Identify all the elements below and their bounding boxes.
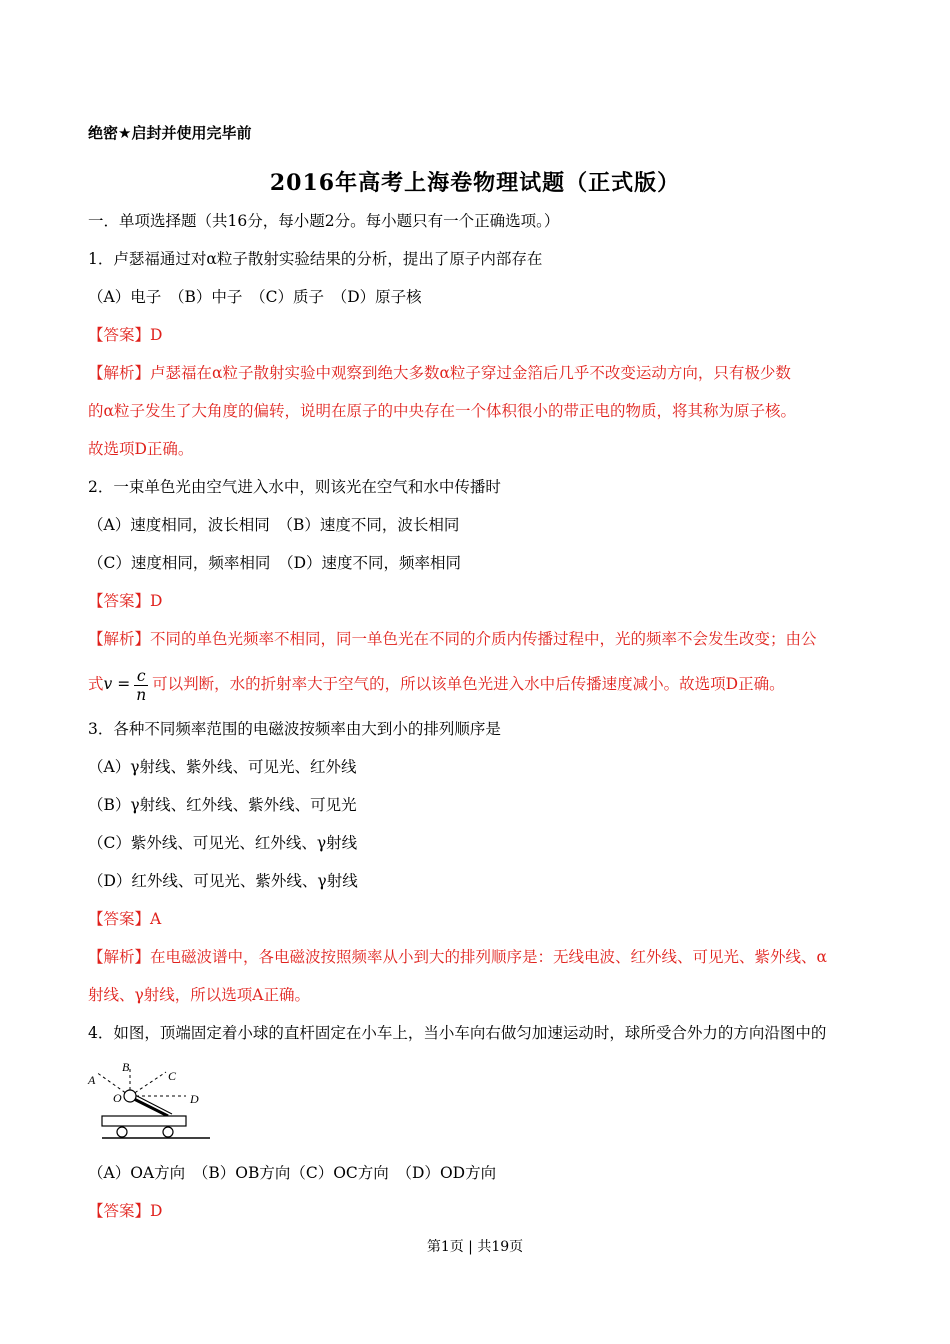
q1-options: （A）电子 （B）中子 （C）质子 （D）原子核 xyxy=(88,288,422,306)
q4-options: （A）OA方向 （B）OB方向（C）OC方向 （D）OD方向 xyxy=(88,1164,497,1182)
q2-options-ab: （A）速度相同，波长相同 （B）速度不同，波长相同 xyxy=(88,516,460,534)
q3-option-a: （A）γ射线、紫外线、可见光、红外线 xyxy=(88,758,357,776)
q2-answer: 【答案】D xyxy=(88,592,163,610)
header-label: 绝密★启封并使用完毕前 xyxy=(88,124,252,142)
label-o: O xyxy=(113,1091,122,1105)
formula-numerator: c xyxy=(134,667,148,686)
q2-options-cd: （C）速度相同，频率相同 （D）速度不同，频率相同 xyxy=(88,554,462,572)
q2-analysis-2-suffix: 可以判断，水的折射率大于空气的，所以该单色光进入水中后传播速度减小。故选项D正确。 xyxy=(152,675,785,693)
q4-stem: 4．如图，顶端固定着小球的直杆固定在小车上，当小车向右做匀加速运动时，球所受合外力的方向沿图中的 xyxy=(88,1024,827,1042)
rod-edge xyxy=(135,1095,172,1114)
page-title: 2016年高考上海卷物理试题（正式版） xyxy=(269,170,681,196)
label-a: A xyxy=(88,1073,96,1087)
q4-answer: 【答案】D xyxy=(88,1202,163,1220)
label-b: B xyxy=(122,1060,130,1074)
section-heading: 一．单项选择题（共16分，每小题2分。每小题只有一个正确选项。） xyxy=(88,212,560,230)
q1-analysis-2: 的α粒子发生了大角度的偏转，说明在原子的中央存在一个体积很小的带正电的物质，将其称为原子核。 xyxy=(88,402,796,420)
q2-stem: 2．一束单色光由空气进入水中，则该光在空气和水中传播时 xyxy=(88,478,501,496)
q3-answer: 【答案】A xyxy=(88,910,162,928)
page-footer: 第1页 | 共19页 xyxy=(426,1239,524,1255)
q3-analysis-2: 射线、γ射线，所以选项A正确。 xyxy=(88,986,310,1004)
rod xyxy=(132,1098,168,1116)
cart-body xyxy=(102,1116,186,1126)
q1-analysis-1: 【解析】卢瑟福在α粒子散射实验中观察到绝大多数α粒子穿过金箔后几乎不改变运动方向，只有极少数 xyxy=(88,364,791,382)
label-d: D xyxy=(190,1092,199,1106)
cart-wheel-right xyxy=(163,1127,173,1137)
formula-denominator: n xyxy=(136,685,147,704)
ball xyxy=(124,1090,136,1102)
q2-analysis-2 xyxy=(88,666,785,704)
q3-option-d: （D）红外线、可见光、紫外线、γ射线 xyxy=(88,872,358,890)
q3-option-b: （B）γ射线、红外线、紫外线、可见光 xyxy=(88,796,357,814)
label-c: C xyxy=(168,1069,177,1083)
formula-fraction xyxy=(134,667,148,704)
formula-lhs: v = xyxy=(103,675,131,693)
q1-answer: 【答案】D xyxy=(88,326,163,344)
q3-option-c: （C）紫外线、可见光、红外线、γ射线 xyxy=(88,834,358,852)
cart-wheel-left xyxy=(117,1127,127,1137)
q2-analysis-2-prefix: 式 xyxy=(88,675,104,693)
q2-analysis-1: 【解析】不同的单色光频率不相同，同一单色光在不同的介质内传播过程中，光的频率不会发生改变；由公 xyxy=(88,630,817,648)
cart-diagram xyxy=(86,1058,216,1148)
q3-stem: 3．各种不同频率范围的电磁波按频率由大到小的排列顺序是 xyxy=(88,720,501,738)
q1-stem: 1．卢瑟福通过对α粒子散射实验结果的分析，提出了原子内部存在 xyxy=(88,250,543,268)
q1-analysis-3: 故选项D正确。 xyxy=(88,440,194,458)
q3-analysis-1: 【解析】在电磁波谱中，各电磁波按照频率从小到大的排列顺序是：无线电波、红外线、可见光、紫外线、α xyxy=(88,948,827,966)
